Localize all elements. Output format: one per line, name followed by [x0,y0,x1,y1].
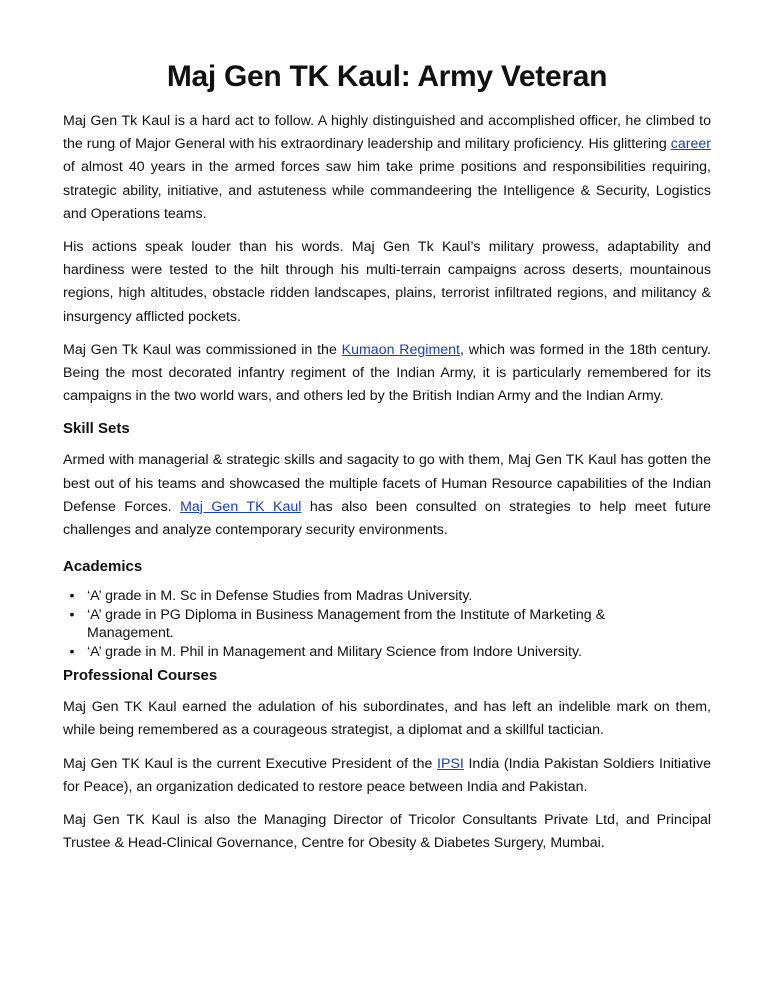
skill-sets-paragraph [63,449,711,542]
professional-courses-heading: Professional Courses [63,667,218,685]
career-link[interactable]: career [670,136,711,153]
list-item-text: ‘A’ grade in PG Diploma in Business Management from the Institute of Marketing & Management. [87,606,606,642]
text-run: Maj Gen TK Kaul earned the adulation of his subordinates, and has left an indelible mark on them, while being remembered as a courageous strategist, a diplomat and a skillful tactician. [63,699,711,739]
ipsi-link[interactable]: IPSI [437,755,464,772]
bullet-icon: • [69,643,75,660]
list-item [69,606,711,643]
kumaon-regiment-link[interactable]: Kumaon Regiment [341,341,461,358]
text-run: Armed with managerial & strategic skills and sagacity to go with them, Maj Gen TK Kaul has gotten the best out of his teams and showcased the multiple facets of Human Resource capabilities of the Indian Defense Forces. [63,452,711,515]
text-run: Maj Gen Tk Kaul was commissioned in the [63,341,342,358]
academics-list [63,587,711,661]
list-item-text: ‘A’ grade in M. Phil in Management and Military Science from Indore University. [87,643,582,660]
intro-paragraph [63,110,711,226]
regiment-paragraph [63,339,711,409]
tricolor-paragraph [63,809,711,855]
bullet-icon: • [69,606,75,623]
bullet-icon: • [69,588,75,605]
text-run: India (India Pakistan Soldiers Initiative for Peace), an organization dedicated to restore peace between India and Pakistan. [63,755,711,795]
skill-sets-heading: Skill Sets [63,420,130,438]
document-title: Maj Gen TK Kaul: Army Veteran [166,60,608,93]
text-run: Maj Gen TK Kaul is the current Executive President of the [63,755,438,772]
text-run: , which was formed in the 18th century. Being the most decorated infantry regiment of the Indian Army, it is particularly remembered for its campaigns in the two world wars, and others led by the British Indian Army and the Indian Army. [63,341,712,405]
maj-gen-tk-kaul-link[interactable]: Maj Gen TK Kaul [180,498,302,515]
text-run: of almost 40 years in the armed forces saw him take prime positions and responsibilities requiring, strategic ability, initiative, and astuteness while commandeering the Intelligence & Security, Logistics and Operations teams. [63,159,711,222]
text-run: has also been consulted on strategies to help meet future challenges and analyze contemporary security environments. [63,498,711,539]
adulation-paragraph [63,696,711,742]
document-page [63,60,711,865]
prowess-paragraph [63,236,711,329]
academics-heading: Academics [63,558,143,576]
list-item [69,643,711,662]
text-run: Maj Gen Tk Kaul is a hard act to follow. A highly distinguished and accomplished officer, he climbed to the rung of Major General with his extraordinary leadership and military proficiency. His glittering [63,113,711,153]
ipsi-paragraph [63,753,711,799]
list-item-text: ‘A’ grade in M. Sc in Defense Studies from Madras University. [87,588,473,605]
list-item [69,587,711,606]
text-run: His actions speak louder than his words. Maj Gen Tk Kaul’s military prowess, adaptability and hardiness were tested to the hilt through his multi-terrain campaigns across deserts, mountainous regions, high altitudes, obstacle ridden landscapes, plains, terrorist infiltrated regions, and militancy & insurgency afflicted pockets. [63,239,711,325]
text-run: Maj Gen TK Kaul is also the Managing Director of Tricolor Consultants Private Ltd, and Principal Trustee & Head-Clinical Governance, Centre for Obesity & Diabetes Surgery, Mumbai. [63,812,711,852]
